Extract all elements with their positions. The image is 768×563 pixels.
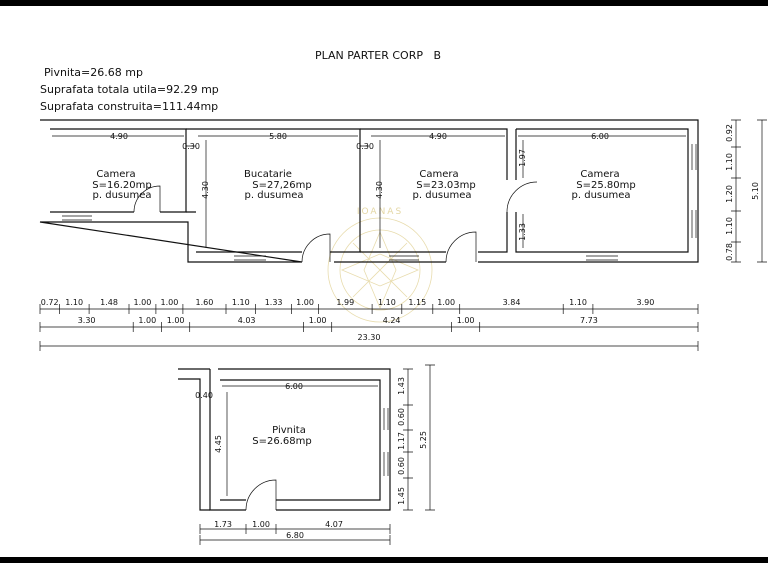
bucatarie-floor: p. dusumea [244,190,304,201]
pivnita-right-dim-2: 0.60 [397,457,406,475]
dim-row-1-label: 3.84 [502,298,521,307]
dim-row-1-label: 1.15 [408,298,427,307]
dim-row-1-label: 3.90 [636,298,655,307]
pivnita-height-label: 4.45 [214,435,223,453]
pivnita-bottom-dim-1: 1.73 [214,520,232,529]
wall-thickness-b: 0.30 [356,142,374,151]
pivnita-bottom-dim-total: 6.80 [286,531,304,540]
right-dim-4: 1.10 [725,153,734,171]
dim-row-1-label: 1.10 [377,298,396,307]
pivnita-right-dim-5: 1.43 [397,377,406,395]
right-dim-1: 0.78 [725,243,734,261]
pivnita-bottom-dim-3: 4.07 [325,520,343,529]
dim-row-1-label: 1.00 [133,298,152,307]
dim-total-label: 23.30 [357,333,381,342]
camera3-width-label: 6.00 [591,132,609,141]
info-pivnita: Pivnita=26.68 mp [44,66,143,79]
bucatarie-height-label: 4.30 [201,181,210,199]
camera2-height-label: 4.30 [375,181,384,199]
right-dim-2: 1.10 [725,217,734,235]
dim-row-1-label: 1.10 [65,298,84,307]
dim-row-2-label: 1.00 [308,316,327,325]
camera2-area: S=23.03mp [416,180,476,191]
pivnita-area: S=26.68mp [252,436,312,447]
camera1-floor: p. dusumea [92,190,152,201]
page-title: PLAN PARTER CORP B [314,49,442,62]
dim-row-1-label: 1.48 [100,298,118,307]
camera3-height-bottom-label: 1.33 [518,223,527,241]
dim-row-1-labels [41,298,655,307]
bucatarie-name: Bucatarie [244,169,292,180]
pivnita-right-dim-total: 5.25 [419,431,428,449]
dim-row-1-label: 1.33 [264,298,283,307]
dim-row-1-label: 1.60 [195,298,214,307]
dim-row-1-label: 0.72 [40,298,59,307]
bucatarie-width-label: 5.80 [269,132,287,141]
dim-row-2-label: 3.30 [77,316,96,325]
pivnita-wall-thickness: 0.40 [195,391,213,400]
pivnita-width-label: 6.00 [285,382,303,391]
dim-row-2-label: 4.24 [382,316,401,325]
dim-row-2-label: 1.00 [456,316,475,325]
pivnita-name: Pivnita [272,425,306,436]
right-vertical-dimension [731,120,767,262]
dim-row-2-label: 1.00 [166,316,185,325]
dim-row-2-label: 4.03 [237,316,256,325]
dim-row-1-label: 1.00 [437,298,456,307]
camera1-name: Camera [96,169,136,180]
camera3-name: Camera [580,169,620,180]
horizontal-dimension-lines [40,304,698,351]
dim-row-2-label: 1.00 [138,316,157,325]
right-dim-total: 5.10 [751,182,760,200]
dim-row-1-label: 1.00 [160,298,179,307]
dim-row-2-labels [78,316,598,325]
info-suprafata-construita: Suprafata construita=111.44mp [40,100,219,113]
right-dim-3: 1.20 [725,185,734,203]
info-suprafata-utila: Suprafata totala utila=92.29 mp [40,83,219,96]
pivnita-right-dim-4: 0.60 [397,408,406,426]
camera2-width-label: 4.90 [429,132,447,141]
right-dim-5: 0.92 [725,124,734,142]
camera3-area: S=25.80mp [576,180,636,191]
camera2-floor: p. dusumea [412,190,472,201]
dim-row-1-label: 1.10 [569,298,587,307]
camera2-name: Camera [419,169,459,180]
pivnita-right-dim-3: 1.17 [397,432,406,450]
camera1-area: S=16.20mp [92,180,152,191]
dim-row-1-label: 1.99 [336,298,355,307]
wall-thickness-a: 0.30 [182,142,200,151]
pivnita-right-dim-1: 1.45 [397,487,406,505]
bucatarie-area: S=27,26mp [252,180,312,191]
pivnita-bottom-dim-2: 1.00 [252,520,270,529]
watermark-text: IOANAS [356,207,404,217]
camera1-width-label: 4.90 [110,132,128,141]
dim-row-1-label: 1.10 [231,298,250,307]
dim-row-2-label: 7.73 [579,316,598,325]
camera3-floor: p. dusumea [571,190,631,201]
dim-row-1-label: 1.00 [296,298,314,307]
camera3-height-top-label: 1.97 [518,149,527,167]
